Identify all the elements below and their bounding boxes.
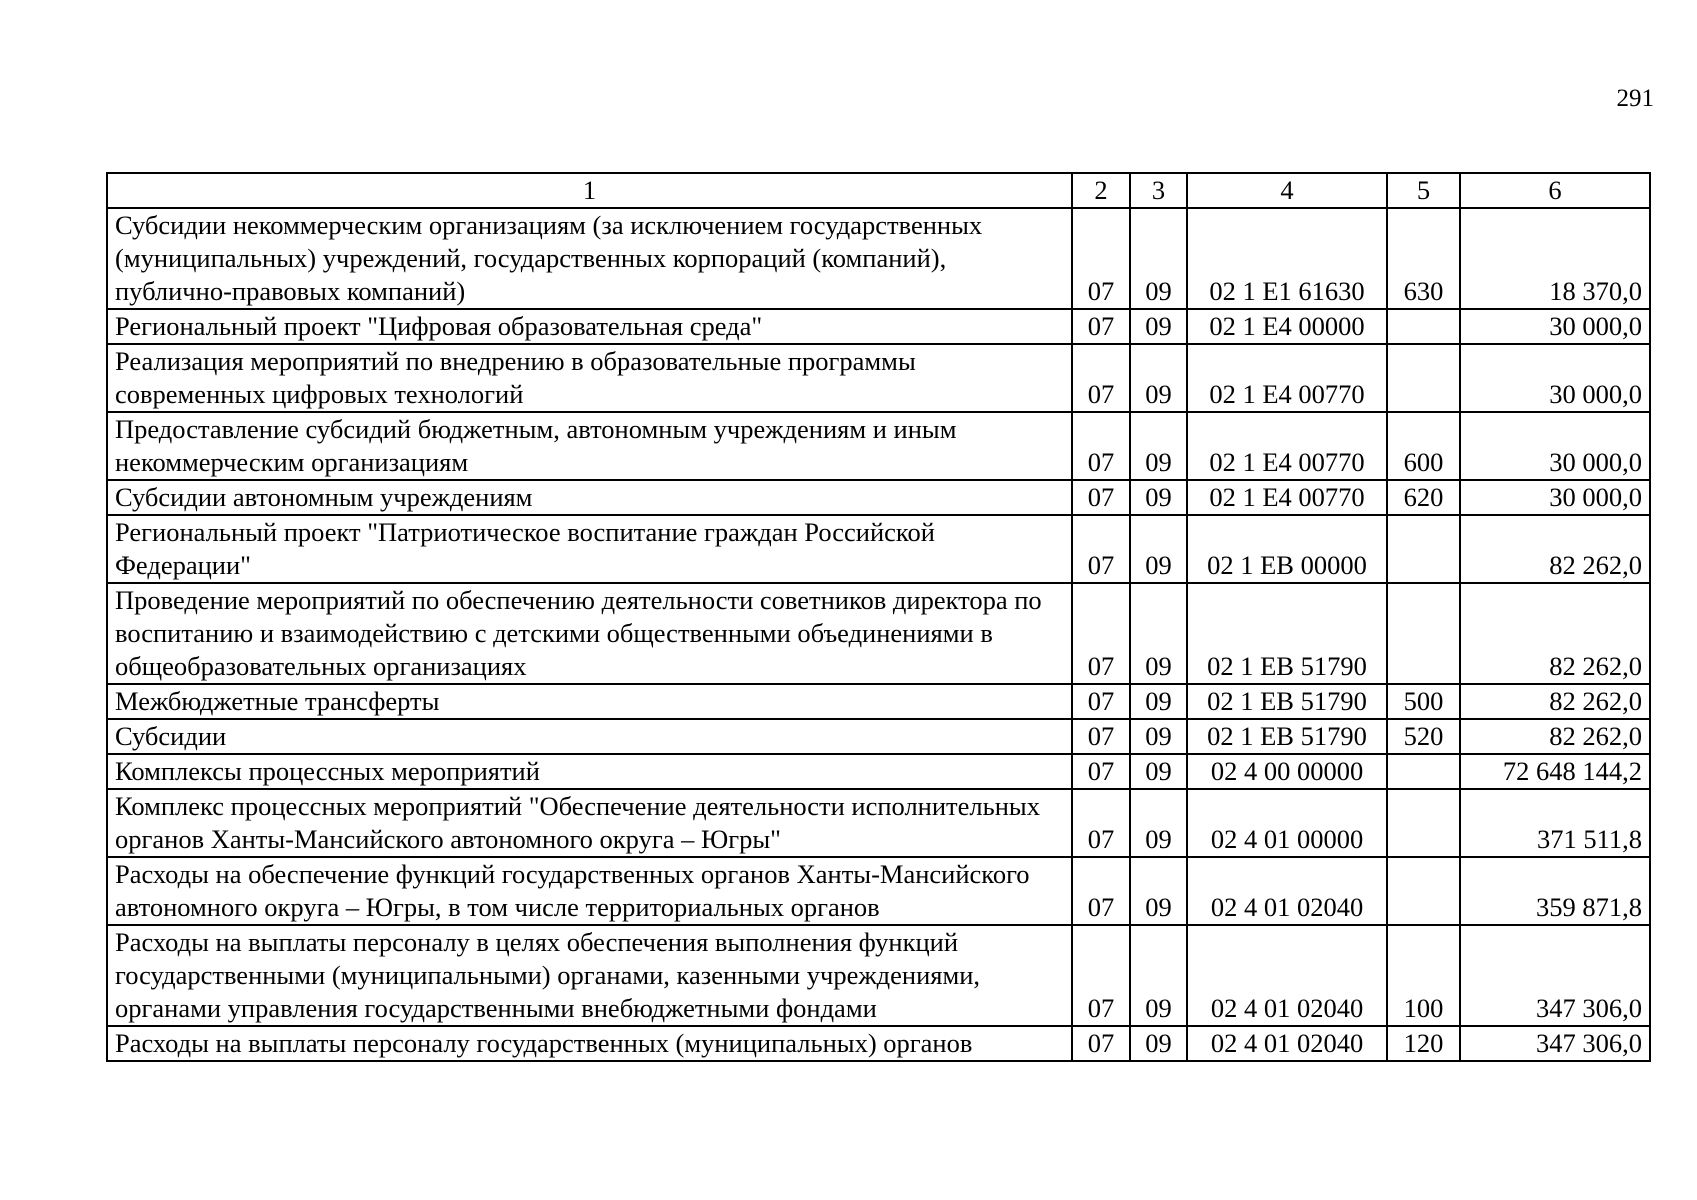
cell-amount: 82 262,0: [1460, 719, 1650, 754]
cell-target-article: 02 1 EB 51790: [1187, 684, 1387, 719]
cell-target-article: 02 4 01 02040: [1187, 857, 1387, 925]
cell-target-article: 02 1 E4 00000: [1187, 309, 1387, 344]
cell-section: 07: [1072, 719, 1130, 754]
cell-subsection: 09: [1130, 684, 1187, 719]
cell-target-article: 02 1 E4 00770: [1187, 412, 1387, 480]
cell-subsection: 09: [1130, 1026, 1187, 1061]
cell-target-article: 02 1 EB 00000: [1187, 515, 1387, 583]
table-row: [107, 583, 1650, 684]
table-row: [107, 480, 1650, 515]
cell-expense-type: 620: [1387, 480, 1460, 515]
cell-section: 07: [1072, 925, 1130, 1026]
cell-expense-type: 100: [1387, 925, 1460, 1026]
cell-section: 07: [1072, 208, 1130, 309]
cell-target-article: 02 1 E1 61630: [1187, 208, 1387, 309]
cell-amount: 82 262,0: [1460, 583, 1650, 684]
cell-expense-type: 630: [1387, 208, 1460, 309]
cell-subsection: 09: [1130, 412, 1187, 480]
cell-expense-type: 500: [1387, 684, 1460, 719]
cell-name: Региональный проект "Цифровая образовательная среда": [107, 309, 1072, 344]
cell-target-article: 02 1 E4 00770: [1187, 480, 1387, 515]
cell-name: Региональный проект "Патриотическое воспитание граждан Российской Федерации": [107, 515, 1072, 583]
page-number: 291: [1616, 85, 1654, 112]
table-row: [107, 1026, 1650, 1061]
table-row: [107, 925, 1650, 1026]
cell-amount: 30 000,0: [1460, 480, 1650, 515]
header-col-3: 3: [1130, 173, 1187, 208]
cell-section: 07: [1072, 857, 1130, 925]
cell-expense-type: [1387, 515, 1460, 583]
table-row: [107, 684, 1650, 719]
table-row: [107, 412, 1650, 480]
header-col-6: 6: [1460, 173, 1650, 208]
cell-section: 07: [1072, 480, 1130, 515]
cell-target-article: 02 4 01 02040: [1187, 1026, 1387, 1061]
cell-expense-type: [1387, 309, 1460, 344]
cell-target-article: 02 1 E4 00770: [1187, 344, 1387, 412]
cell-subsection: 09: [1130, 515, 1187, 583]
header-col-4: 4: [1187, 173, 1387, 208]
table-row: [107, 719, 1650, 754]
header-col-5: 5: [1387, 173, 1460, 208]
table-row: [107, 208, 1650, 309]
cell-name: Субсидии: [107, 719, 1072, 754]
cell-section: 07: [1072, 583, 1130, 684]
cell-subsection: 09: [1130, 789, 1187, 857]
table-row: [107, 309, 1650, 344]
cell-subsection: 09: [1130, 719, 1187, 754]
cell-target-article: 02 4 01 00000: [1187, 789, 1387, 857]
cell-section: 07: [1072, 515, 1130, 583]
cell-subsection: 09: [1130, 208, 1187, 309]
cell-amount: 371 511,8: [1460, 789, 1650, 857]
cell-name: Проведение мероприятий по обеспечению деятельности советников директора по воспитанию и взаимодействию с детскими общественными объединениями в общеобразовательных организациях: [107, 583, 1072, 684]
cell-expense-type: 120: [1387, 1026, 1460, 1061]
cell-name: Расходы на выплаты персоналу государственных (муниципальных) органов: [107, 1026, 1072, 1061]
cell-name: Предоставление субсидий бюджетным, автономным учреждениям и иным некоммерческим организациям: [107, 412, 1072, 480]
cell-amount: 72 648 144,2: [1460, 754, 1650, 789]
cell-name: Реализация мероприятий по внедрению в образовательные программы современных цифровых технологий: [107, 344, 1072, 412]
cell-subsection: 09: [1130, 857, 1187, 925]
cell-section: 07: [1072, 684, 1130, 719]
table-body: [107, 208, 1650, 1061]
cell-target-article: 02 4 00 00000: [1187, 754, 1387, 789]
cell-name: Расходы на выплаты персоналу в целях обеспечения выполнения функций государственными (муниципальными) органами, казенными учреждениями, органами управления государственными внебюджетными фондами: [107, 925, 1072, 1026]
table-row: [107, 857, 1650, 925]
cell-expense-type: [1387, 344, 1460, 412]
cell-amount: 30 000,0: [1460, 309, 1650, 344]
cell-target-article: 02 1 EB 51790: [1187, 583, 1387, 684]
cell-name: Субсидии автономным учреждениям: [107, 480, 1072, 515]
cell-section: 07: [1072, 789, 1130, 857]
cell-name: Субсидии некоммерческим организациям (за исключением государственных (муниципальных) учреждений, государственных корпораций (компаний), публично-правовых компаний): [107, 208, 1072, 309]
cell-expense-type: [1387, 754, 1460, 789]
cell-section: 07: [1072, 412, 1130, 480]
budget-table: [106, 172, 1651, 1062]
cell-amount: 82 262,0: [1460, 515, 1650, 583]
cell-subsection: 09: [1130, 754, 1187, 789]
cell-expense-type: 520: [1387, 719, 1460, 754]
cell-subsection: 09: [1130, 344, 1187, 412]
table-row: [107, 754, 1650, 789]
cell-name: Комплекс процессных мероприятий "Обеспечение деятельности исполнительных органов Ханты-Мансийского автономного округа – Югры": [107, 789, 1072, 857]
table-row: [107, 789, 1650, 857]
cell-subsection: 09: [1130, 583, 1187, 684]
cell-amount: 82 262,0: [1460, 684, 1650, 719]
cell-target-article: 02 1 EB 51790: [1187, 719, 1387, 754]
cell-subsection: 09: [1130, 925, 1187, 1026]
cell-section: 07: [1072, 754, 1130, 789]
cell-amount: 347 306,0: [1460, 1026, 1650, 1061]
cell-subsection: 09: [1130, 480, 1187, 515]
cell-amount: 18 370,0: [1460, 208, 1650, 309]
cell-name: Межбюджетные трансферты: [107, 684, 1072, 719]
cell-name: Комплексы процессных мероприятий: [107, 754, 1072, 789]
cell-amount: 359 871,8: [1460, 857, 1650, 925]
cell-subsection: 09: [1130, 309, 1187, 344]
cell-amount: 347 306,0: [1460, 925, 1650, 1026]
cell-section: 07: [1072, 1026, 1130, 1061]
cell-section: 07: [1072, 309, 1130, 344]
header-col-1: 1: [107, 173, 1072, 208]
cell-amount: 30 000,0: [1460, 412, 1650, 480]
table-row: [107, 515, 1650, 583]
table-header-row: [107, 173, 1650, 208]
cell-amount: 30 000,0: [1460, 344, 1650, 412]
header-col-2: 2: [1072, 173, 1130, 208]
cell-expense-type: [1387, 857, 1460, 925]
cell-section: 07: [1072, 344, 1130, 412]
cell-target-article: 02 4 01 02040: [1187, 925, 1387, 1026]
cell-expense-type: 600: [1387, 412, 1460, 480]
table-row: [107, 344, 1650, 412]
cell-expense-type: [1387, 583, 1460, 684]
cell-name: Расходы на обеспечение функций государственных органов Ханты-Мансийского автономного округа – Югры, в том числе территориальных органов: [107, 857, 1072, 925]
cell-expense-type: [1387, 789, 1460, 857]
